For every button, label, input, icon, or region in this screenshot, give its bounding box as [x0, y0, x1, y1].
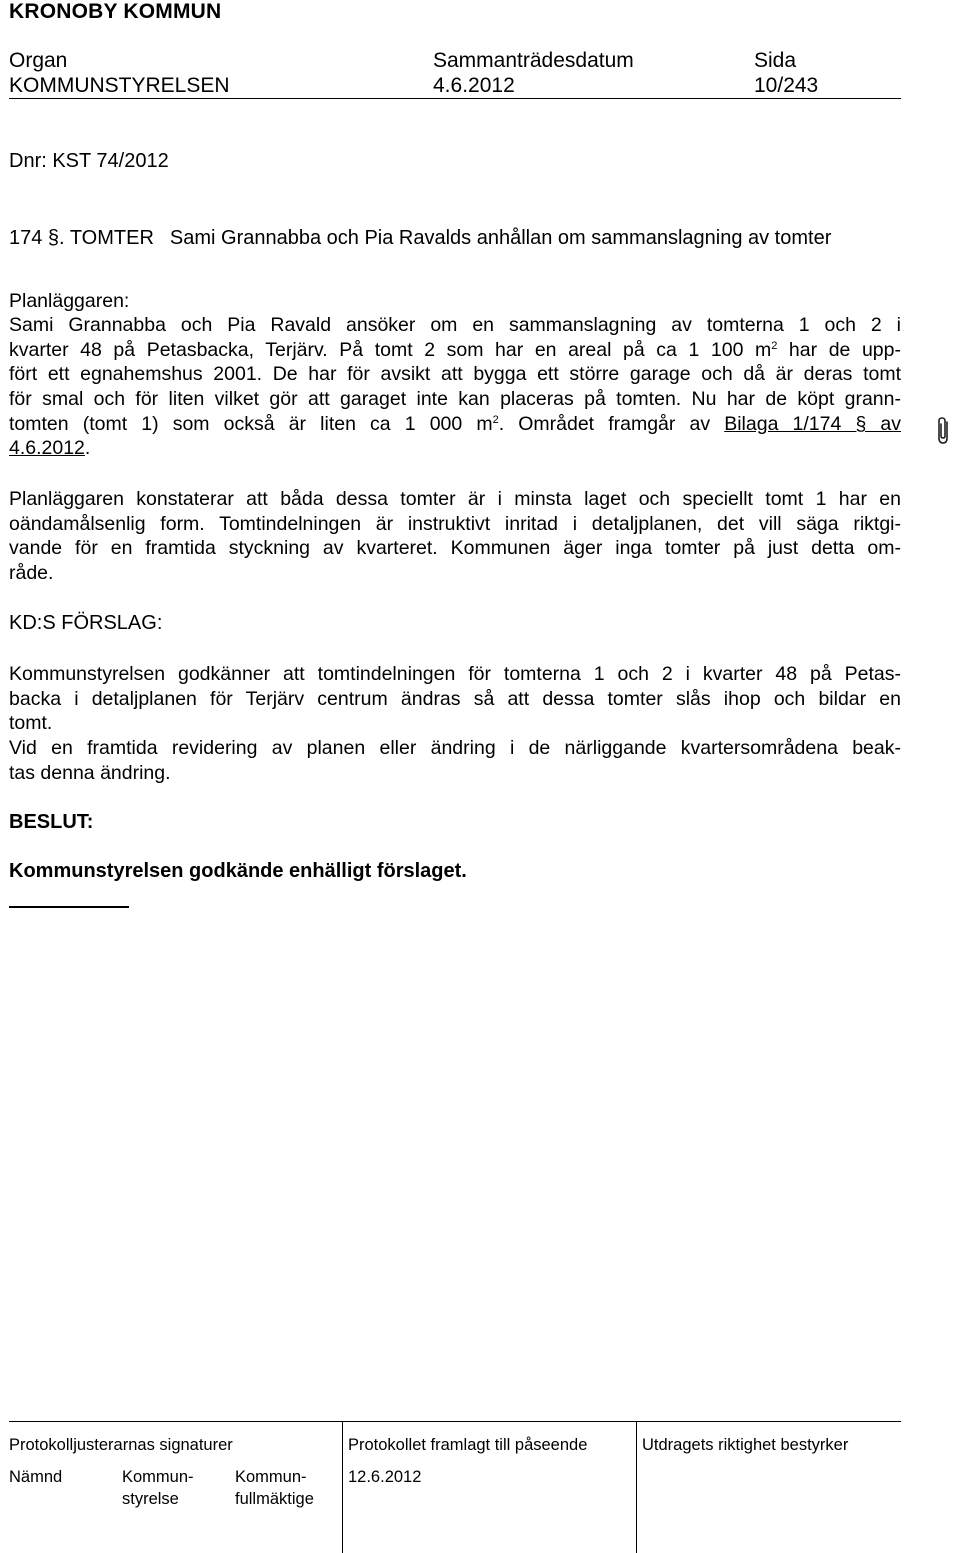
signature-namnd: Nämnd: [9, 1468, 63, 1486]
signature-kommunstyrelse-1: Kommun-: [122, 1468, 194, 1486]
superscript: 2: [771, 339, 778, 352]
planner-paragraph: [9, 313, 901, 461]
text-line: [9, 412, 901, 437]
text-run: kvarter 48 på Petasbacka, Terjärv. På tomt 2 som har en areal på ca 1 100 m: [9, 338, 772, 361]
text-line: backa i detaljplanen för Terjärv centrum ändras så att dessa tomter slås ihop och bildar en: [9, 687, 901, 710]
footer-divider: [9, 1421, 901, 1422]
item-title: Sami Grannabba och Pia Ravalds anhållan om sammanslagning av tomter: [169, 227, 832, 249]
text-run: .: [84, 437, 91, 460]
text-run: . Området framgår av: [498, 412, 725, 435]
text-line: fört ett egnahemshus 2001. De har för avsikt att bygga ett större garage och då är deras tomt: [9, 363, 901, 386]
signatures-label: Protokolljusterarnas signaturer: [9, 1436, 233, 1454]
text-line: Kommunstyrelsen godkänner att tomtindelningen för tomterna 1 och 2 i kvarter 48 på Petas-: [9, 663, 901, 685]
item-topic: TOMTER: [69, 227, 154, 249]
text-run: tomten (tomt 1) som också är liten ca 1 000 m: [9, 412, 493, 435]
text-line: Vid en framtida revidering av planen eller ändring i de närliggande kvartersområdena beak-: [9, 737, 901, 760]
posted-date: 12.6.2012: [348, 1468, 422, 1486]
text-line: vande för en framtida styckning av kvarteret. Kommunen äger inga tomter på just detta om-: [9, 537, 901, 560]
decision-label: BESLUT:: [9, 811, 94, 833]
text-line: [9, 436, 901, 461]
decision-text: Kommunstyrelsen godkände enhälligt förslaget.: [9, 860, 467, 882]
signature-kommunstyrelse-2: styrelse: [122, 1490, 179, 1508]
signature-fullmaktige-1: Kommun-: [235, 1468, 307, 1486]
proposal-label: KD:S FÖRSLAG:: [9, 612, 163, 634]
text-line: [9, 338, 901, 363]
item-heading: [9, 227, 831, 250]
text-line: råde.: [9, 562, 54, 585]
certified-label: Utdragets riktighet bestyrker: [642, 1436, 849, 1454]
meeting-date-value: 4.6.2012: [433, 74, 515, 97]
attachment-link-date[interactable]: 4.6.2012: [9, 437, 85, 460]
proposal-paragraph: [9, 662, 901, 785]
organ-value: KOMMUNSTYRELSEN: [9, 74, 230, 97]
footer-column-divider: [342, 1421, 343, 1553]
attachment-link[interactable]: Bilaga 1/174 § av: [724, 412, 901, 435]
meeting-date-label: Sammanträdesdatum: [433, 49, 634, 72]
superscript: 2: [492, 413, 499, 426]
page-number: 10/243: [754, 74, 819, 97]
diary-number: Dnr: KST 74/2012: [9, 150, 169, 172]
text-line: tomt.: [9, 712, 53, 735]
item-number: 174 §.: [9, 227, 65, 249]
paperclip-icon[interactable]: [937, 416, 953, 446]
end-rule: [9, 906, 129, 908]
header-divider: [9, 98, 901, 99]
text-line: tas denna ändring.: [9, 761, 171, 784]
text-line: oändamålsenlig form. Tomtindelningen är instruktivt inritad i detaljplanen, det vill säga riktgi-: [9, 512, 901, 535]
organ-label: Organ: [9, 49, 68, 72]
planner-label: Planläggaren:: [9, 290, 130, 312]
text-run: har de upp-: [777, 338, 901, 361]
posted-label: Protokollet framlagt till påseende: [348, 1436, 588, 1454]
footer-column-divider: [636, 1421, 637, 1553]
text-line: Planläggaren konstaterar att båda dessa tomter är i minsta laget och speciellt tomt 1 har en: [9, 488, 901, 510]
signature-fullmaktige-2: fullmäktige: [235, 1490, 314, 1508]
municipality-name: KRONOBY KOMMUN: [9, 0, 222, 23]
text-line: för smal och för liten vilket gör att garaget inte kan placeras på tomten. Nu har de köpt grann-: [9, 388, 901, 411]
page-label: Sida: [754, 49, 797, 72]
text-line: Sami Grannabba och Pia Ravald ansöker om en sammanslagning av tomterna 1 och 2 i: [9, 314, 901, 336]
planner-statement: [9, 487, 901, 586]
